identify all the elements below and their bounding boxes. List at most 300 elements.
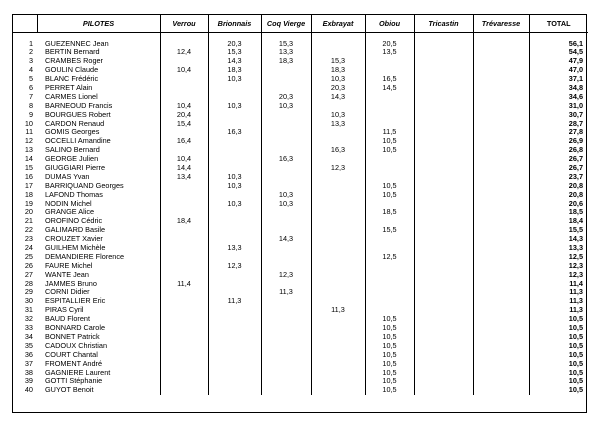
trevaresse-cell [473,324,529,333]
exbrayat-cell: 12,3 [311,164,365,173]
verrou-cell [160,341,208,350]
pilot-name-cell: OROFINO Cédric [45,216,103,226]
tricastin-cell [414,279,473,288]
pilot-name-cell: CARMES Lionel [45,92,98,101]
obiou-cell [365,199,414,208]
tricastin-cell [414,208,473,217]
rank-cell: 23 [24,234,33,244]
trevaresse-cell [473,128,529,137]
exbrayat-cell [311,101,365,110]
pilot-name-cell: GALIMARD Basile [45,225,106,235]
brionnais-cell: 18,3 [208,66,261,75]
rank-cell: 9 [28,110,33,119]
header-pilotes: PILOTES [37,15,160,33]
exbrayat-cell [311,252,365,261]
verrou-cell [160,75,208,84]
trevaresse-cell [473,333,529,342]
pilot-name-cell: BAUD Florent [45,314,91,324]
coq-vierge-cell: 10,3 [261,199,311,208]
obiou-cell [365,66,414,75]
exbrayat-cell: 15,3 [311,57,365,66]
coq-vierge-cell [261,324,311,333]
table-row [13,208,588,217]
pilot-name-cell: GUEZENNEC Jean [45,38,109,48]
obiou-cell [365,244,414,253]
obiou-cell [365,110,414,119]
rank-cell: 40 [24,385,33,395]
exbrayat-cell [311,368,365,377]
exbrayat-cell [311,288,365,297]
pilot-name-cell: WANTE Jean [45,270,89,279]
exbrayat-cell [311,261,365,270]
exbrayat-cell: 18,3 [311,66,365,75]
coq-vierge-cell: 15,3 [261,33,311,49]
coq-vierge-cell [261,252,311,261]
trevaresse-cell [473,235,529,244]
trevaresse-cell [473,155,529,164]
brionnais-cell: 14,3 [208,57,261,66]
total-cell: 34,6 [529,92,588,101]
coq-vierge-cell [261,315,311,324]
table-row [13,33,588,49]
tricastin-cell [414,244,473,253]
coq-vierge-cell [261,217,311,226]
table-row [13,155,588,164]
header-row [13,15,588,33]
obiou-cell: 10,5 [365,324,414,333]
verrou-cell: 10,4 [160,101,208,110]
total-cell: 10,5 [529,359,588,368]
obiou-cell: 10,5 [365,181,414,190]
pilot-name-cell: BONNARD Carole [45,323,106,333]
pilot-name-cell: GIUGGIARI Pierre [45,163,106,173]
table-row [13,324,588,333]
table-row [13,181,588,190]
coq-vierge-cell [261,377,311,386]
trevaresse-cell [473,315,529,324]
obiou-cell: 11,5 [365,128,414,137]
exbrayat-cell [311,208,365,217]
tricastin-cell [414,252,473,261]
table-row [13,315,588,324]
obiou-cell: 10,5 [365,315,414,324]
obiou-cell: 18,5 [365,208,414,217]
tricastin-cell [414,164,473,173]
rank-cell: 32 [24,314,33,324]
obiou-cell [365,279,414,288]
tricastin-cell [414,199,473,208]
obiou-cell: 10,5 [365,368,414,377]
table-row [13,306,588,315]
verrou-cell [160,297,208,306]
rank-cell: 12 [24,136,33,146]
table-row [13,333,588,342]
tricastin-cell [414,137,473,146]
table-row [13,297,588,306]
brionnais-cell [208,119,261,128]
brionnais-cell [208,226,261,235]
rank-cell: 2 [28,48,33,57]
coq-vierge-cell [261,306,311,315]
coq-vierge-cell [261,172,311,181]
trevaresse-cell [473,341,529,350]
rank-cell: 21 [24,216,33,226]
total-cell: 18,4 [529,217,588,226]
verrou-cell [160,252,208,261]
verrou-cell [160,333,208,342]
coq-vierge-cell [261,164,311,173]
brionnais-cell: 10,3 [208,181,261,190]
coq-vierge-cell [261,386,311,395]
trevaresse-cell [473,172,529,181]
verrou-cell [160,270,208,279]
coq-vierge-cell [261,368,311,377]
pilot-name-cell: BERTIN Bernard [45,48,100,57]
verrou-cell: 20,4 [160,110,208,119]
exbrayat-cell: 11,3 [311,306,365,315]
rank-cell: 36 [24,350,33,359]
table-row [13,84,588,93]
rank-cell: 35 [24,341,33,350]
verrou-cell: 15,4 [160,119,208,128]
tricastin-cell [414,270,473,279]
brionnais-cell [208,377,261,386]
pilot-name-cell: GUILHEM Michèle [45,243,106,253]
rank-cell: 14 [24,154,33,164]
tricastin-cell [414,297,473,306]
exbrayat-cell [311,270,365,279]
tricastin-cell [414,386,473,395]
total-cell: 13,3 [529,244,588,253]
verrou-cell [160,199,208,208]
rank-cell: 18 [24,190,33,199]
verrou-cell [160,261,208,270]
tricastin-cell [414,226,473,235]
total-cell: 12,3 [529,270,588,279]
verrou-cell: 12,4 [160,48,208,57]
rank-cell: 37 [24,359,33,368]
table-row [13,172,588,181]
table-row [13,217,588,226]
table-row [13,288,588,297]
tricastin-cell [414,288,473,297]
obiou-cell: 10,5 [365,146,414,155]
total-cell: 27,8 [529,128,588,137]
brionnais-cell: 10,3 [208,75,261,84]
obiou-cell: 14,5 [365,84,414,93]
obiou-cell [365,235,414,244]
verrou-cell: 14,4 [160,164,208,173]
total-cell: 20,8 [529,190,588,199]
tricastin-cell [414,128,473,137]
total-cell: 31,0 [529,101,588,110]
trevaresse-cell [473,119,529,128]
verrou-cell [160,386,208,395]
total-cell: 28,7 [529,119,588,128]
coq-vierge-cell: 10,3 [261,190,311,199]
coq-vierge-cell [261,110,311,119]
coq-vierge-cell [261,297,311,306]
coq-vierge-cell [261,75,311,84]
table-row [13,75,588,84]
rank-cell: 3 [28,56,33,66]
exbrayat-cell [311,297,365,306]
header-verrou: Verrou [160,15,208,33]
total-cell: 47,9 [529,57,588,66]
table-row [13,164,588,173]
trevaresse-cell [473,101,529,110]
pilot-name-cell: PERRET Alain [45,83,93,92]
header-obiou: Obiou [365,15,414,33]
exbrayat-cell [311,359,365,368]
trevaresse-cell [473,137,529,146]
coq-vierge-cell [261,350,311,359]
rank-cell: 20 [24,208,33,217]
total-cell: 26,7 [529,164,588,173]
trevaresse-cell [473,181,529,190]
trevaresse-cell [473,208,529,217]
total-cell: 11,3 [529,288,588,297]
pilot-name-cell: NODIN Michel [45,199,92,208]
verrou-cell [160,350,208,359]
verrou-cell [160,146,208,155]
brionnais-cell [208,164,261,173]
total-cell: 10,5 [529,315,588,324]
obiou-cell [365,101,414,110]
verrou-cell [160,33,208,49]
pilot-name-cell: CRAMBES Roger [45,56,103,66]
header-brionnais: Brionnais [208,15,261,33]
obiou-cell: 10,5 [365,341,414,350]
tricastin-cell [414,119,473,128]
trevaresse-cell [473,261,529,270]
pilot-name-cell: DUMAS Yvan [45,172,90,181]
pilot-name-cell: CARDON Renaud [45,119,105,128]
exbrayat-cell [311,33,365,49]
table-row [13,261,588,270]
exbrayat-cell [311,377,365,386]
trevaresse-cell [473,84,529,93]
table-row [13,359,588,368]
pilot-name-cell: GOTTI Stéphanie [45,376,103,386]
table-row [13,137,588,146]
tricastin-cell [414,33,473,49]
obiou-cell [365,57,414,66]
tricastin-cell [414,66,473,75]
total-cell: 18,5 [529,208,588,217]
exbrayat-cell [311,190,365,199]
total-cell: 47,0 [529,66,588,75]
table-row [13,235,588,244]
tricastin-cell [414,324,473,333]
table-row [13,57,588,66]
total-cell: 26,7 [529,155,588,164]
coq-vierge-cell: 20,3 [261,92,311,101]
table-row [13,190,588,199]
exbrayat-cell: 13,3 [311,119,365,128]
rank-cell: 7 [28,92,33,101]
verrou-cell [160,244,208,253]
rank-cell: 13 [24,145,33,155]
exbrayat-cell: 20,3 [311,84,365,93]
verrou-cell: 13,4 [160,172,208,181]
table-row [13,66,588,75]
rank-cell: 25 [24,252,33,261]
pilot-name-cell: BONNET Patrick [45,332,100,341]
exbrayat-cell: 14,3 [311,92,365,101]
coq-vierge-cell [261,341,311,350]
header-exbrayat: Exbrayat [311,15,365,33]
brionnais-cell [208,208,261,217]
brionnais-cell [208,368,261,377]
coq-vierge-cell [261,359,311,368]
obiou-cell: 10,5 [365,190,414,199]
exbrayat-cell [311,48,365,57]
obiou-cell: 10,5 [365,386,414,395]
rank-cell: 11 [25,128,33,137]
obiou-cell [365,261,414,270]
coq-vierge-cell [261,244,311,253]
brionnais-cell [208,217,261,226]
obiou-cell: 15,5 [365,226,414,235]
table-row [13,350,588,359]
verrou-cell [160,288,208,297]
trevaresse-cell [473,226,529,235]
results-body [13,33,588,395]
verrou-cell: 16,4 [160,137,208,146]
total-cell: 11,3 [529,306,588,315]
verrou-cell [160,226,208,235]
total-cell: 14,3 [529,235,588,244]
coq-vierge-cell [261,181,311,190]
brionnais-cell: 10,3 [208,172,261,181]
coq-vierge-cell: 18,3 [261,57,311,66]
trevaresse-cell [473,110,529,119]
trevaresse-cell [473,368,529,377]
tricastin-cell [414,306,473,315]
table-row [13,386,588,395]
table-row [13,252,588,261]
trevaresse-cell [473,297,529,306]
rank-cell: 30 [24,296,33,306]
rank-cell: 27 [24,270,33,279]
total-cell: 10,5 [529,368,588,377]
rank-cell: 5 [28,74,33,84]
coq-vierge-cell [261,137,311,146]
rank-cell: 17 [24,181,33,190]
trevaresse-cell [473,279,529,288]
trevaresse-cell [473,270,529,279]
pilot-name-cell: GRANGE Alice [45,208,95,217]
tricastin-cell [414,172,473,181]
obiou-cell [365,164,414,173]
trevaresse-cell [473,66,529,75]
tricastin-cell [414,217,473,226]
table-row [13,48,588,57]
verrou-cell [160,368,208,377]
verrou-cell [160,315,208,324]
header-coq-vierge: Coq Vierge [261,15,311,33]
pilot-name-cell: LAFOND Thomas [45,190,103,199]
brionnais-cell [208,155,261,164]
verrou-cell [160,57,208,66]
obiou-cell [365,270,414,279]
brionnais-cell [208,315,261,324]
brionnais-cell [208,386,261,395]
obiou-cell: 13,5 [365,48,414,57]
coq-vierge-cell: 13,3 [261,48,311,57]
trevaresse-cell [473,164,529,173]
results-sheet [12,14,587,413]
trevaresse-cell [473,252,529,261]
rank-cell: 6 [28,83,33,92]
tricastin-cell [414,146,473,155]
brionnais-cell: 11,3 [208,297,261,306]
coq-vierge-cell: 10,3 [261,101,311,110]
tricastin-cell [414,359,473,368]
exbrayat-cell [311,315,365,324]
table-row [13,226,588,235]
trevaresse-cell [473,217,529,226]
pilot-name-cell: CORNI Didier [45,288,90,297]
obiou-cell [365,155,414,164]
brionnais-cell [208,252,261,261]
pilot-name-cell: BLANC Frédéric [45,74,99,84]
trevaresse-cell [473,190,529,199]
trevaresse-cell [473,350,529,359]
exbrayat-cell [311,341,365,350]
verrou-cell [160,306,208,315]
coq-vierge-cell [261,261,311,270]
obiou-cell [365,217,414,226]
total-cell: 20,8 [529,181,588,190]
coq-vierge-cell [261,226,311,235]
coq-vierge-cell [261,279,311,288]
table-row [13,199,588,208]
pilot-name-cell: DEMANDIERE Florence [45,252,125,261]
rank-cell: 29 [24,288,33,297]
total-cell: 10,5 [529,324,588,333]
tricastin-cell [414,181,473,190]
rank-cell: 22 [24,225,33,235]
pilot-name-cell: BARNEOUD Francis [45,101,113,110]
verrou-cell [160,190,208,199]
pilot-name-cell: OCCELLI Amandine [45,136,111,146]
coq-vierge-cell [261,333,311,342]
verrou-cell: 11,4 [160,279,208,288]
coq-vierge-cell [261,128,311,137]
pilot-name-cell: SALINO Bernard [45,145,100,155]
trevaresse-cell [473,377,529,386]
total-cell: 15,5 [529,226,588,235]
total-cell: 26,8 [529,146,588,155]
verrou-cell [160,377,208,386]
brionnais-cell [208,288,261,297]
obiou-cell [365,297,414,306]
total-cell: 10,5 [529,350,588,359]
brionnais-cell: 10,3 [208,101,261,110]
header-trevaresse: Trévaresse [473,15,529,33]
exbrayat-cell [311,324,365,333]
rank-cell: 31 [24,305,33,315]
tricastin-cell [414,92,473,101]
pilot-name-cell: GOULIN Claude [45,65,99,75]
rank-cell: 34 [24,332,33,341]
table-row [13,368,588,377]
brionnais-cell [208,190,261,199]
coq-vierge-cell [261,208,311,217]
table-row [13,101,588,110]
